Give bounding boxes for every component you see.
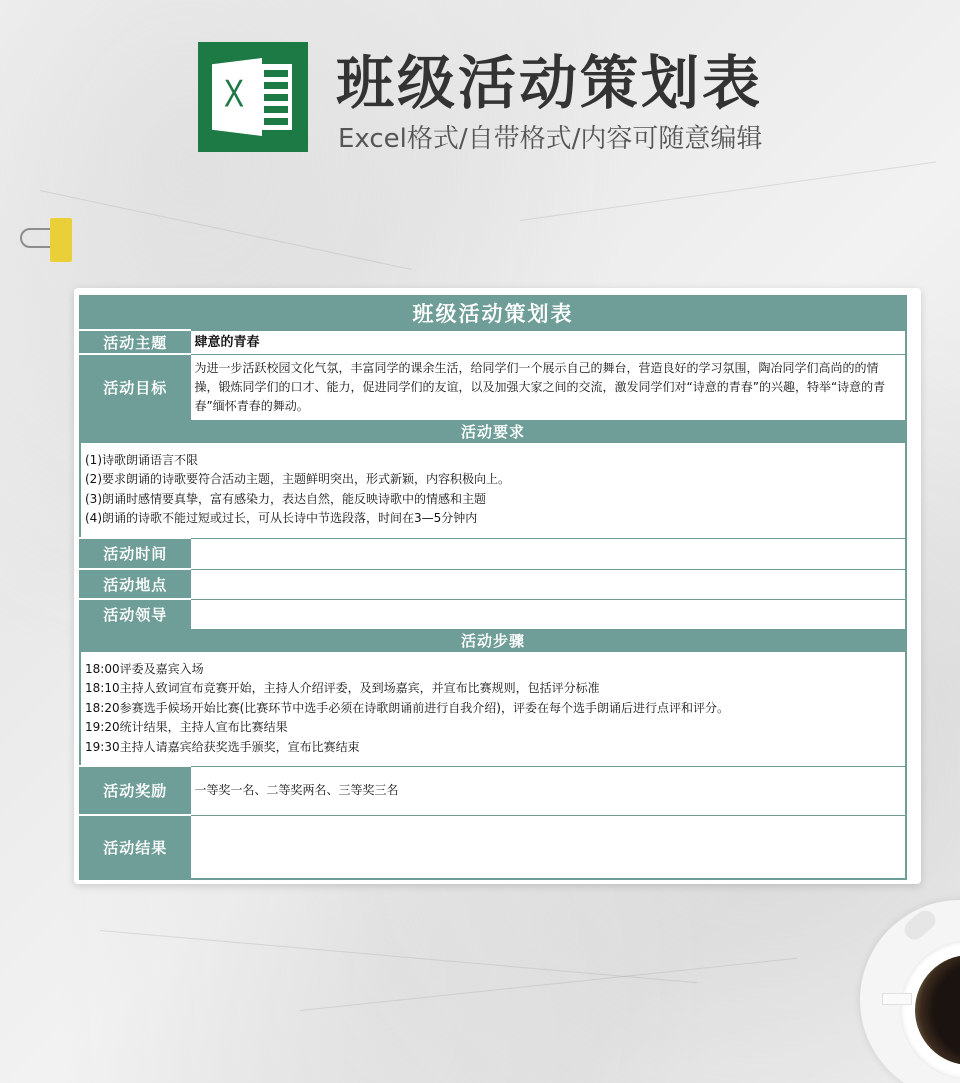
step-item: 18:10主持人致词宣布竞赛开始，主持人介绍评委，及到场嘉宾，并宣布比赛规则，包括评分标准 bbox=[85, 681, 600, 695]
result-label: 活动结果 bbox=[80, 815, 190, 879]
page-subtitle: Excel格式/自带格式/内容可随意编辑 bbox=[338, 124, 763, 154]
spreadsheet-card bbox=[74, 288, 921, 884]
marble-texture bbox=[300, 958, 797, 1011]
excel-logo-icon bbox=[198, 42, 308, 152]
step-item: 18:20参赛选手候场开始比赛(比赛环节中选手必须在诗歌朗诵前进行自我介绍)，评委在每个选手朗诵后进行点评和评分。 bbox=[85, 700, 729, 715]
marble-texture bbox=[520, 162, 936, 221]
requirement-item: (2)要求朗诵的诗歌要符合活动主题，主题鲜明突出，形式新颖，内容积极向上。 bbox=[85, 472, 511, 486]
sheet-title: 班级活动策划表 bbox=[80, 296, 906, 330]
reward-label: 活动奖励 bbox=[80, 766, 190, 815]
steps-list[interactable] bbox=[80, 651, 906, 766]
activity-plan-table bbox=[79, 295, 907, 880]
time-value[interactable] bbox=[190, 538, 906, 569]
marble-texture bbox=[40, 190, 412, 270]
binder-clip-icon bbox=[18, 216, 78, 264]
leader-label: 活动领导 bbox=[80, 599, 190, 629]
reward-value[interactable]: 一等奖一名、二等奖两名、三等奖三名 bbox=[190, 766, 906, 815]
goal-label: 活动目标 bbox=[80, 354, 190, 420]
marble-texture bbox=[100, 930, 698, 983]
place-label: 活动地点 bbox=[80, 569, 190, 599]
result-value[interactable] bbox=[190, 815, 906, 879]
place-value[interactable] bbox=[190, 569, 906, 599]
requirements-header: 活动要求 bbox=[80, 420, 906, 442]
page-title: 班级活动策划表 bbox=[336, 49, 764, 117]
theme-value[interactable]: 肆意的青春 bbox=[190, 330, 906, 354]
requirement-item: (1)诗歌朗诵语言不限 bbox=[85, 452, 198, 467]
time-label: 活动时间 bbox=[80, 538, 190, 569]
excel-x-letter: X bbox=[224, 72, 245, 116]
requirements-list[interactable] bbox=[80, 442, 906, 538]
steps-header: 活动步骤 bbox=[80, 629, 906, 651]
step-item: 18:00评委及嘉宾入场 bbox=[85, 661, 204, 676]
requirement-item: (4)朗诵的诗歌不能过短或过长，可从长诗中节选段落，时间在3—5分钟内 bbox=[85, 511, 478, 525]
theme-label: 活动主题 bbox=[80, 330, 190, 354]
leader-value[interactable] bbox=[190, 599, 906, 629]
requirement-item: (3)朗诵时感情要真挚，富有感染力，表达自然，能反映诗歌中的情感和主题 bbox=[85, 491, 487, 506]
step-item: 19:20统计结果，主持人宣布比赛结果 bbox=[85, 720, 288, 734]
spreadsheet-grid-icon bbox=[260, 64, 292, 130]
goal-value[interactable]: 为进一步活跃校园文化气氛，丰富同学的课余生活，给同学们一个展示自己的舞台，营造良好的学习氛围，陶冶同学们高尚的的情操，锻炼同学们的口才、能力，促进同学们的友谊，以及加强大家之间的交流，激发同学们对“诗意的青春”的兴趣，特举“诗意的青春”缅怀青春的舞动。 bbox=[190, 354, 906, 420]
step-item: 19:30主持人请嘉宾给获奖选手颁奖，宣布比赛结束 bbox=[85, 739, 360, 754]
sugar-stick-icon bbox=[882, 993, 912, 1005]
